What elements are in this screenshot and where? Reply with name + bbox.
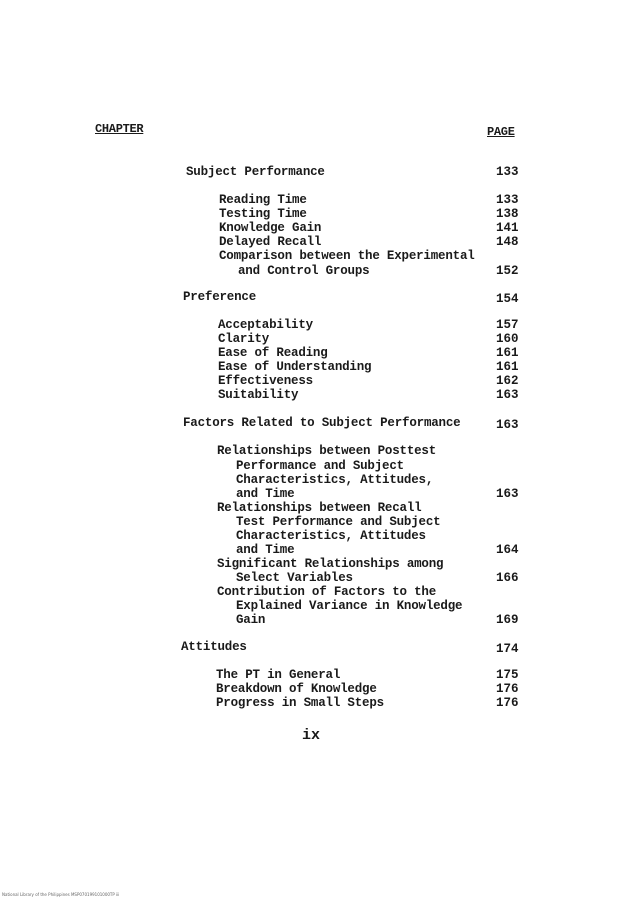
toc-entry-page: 154 [496, 292, 519, 306]
toc-entry-text: Factors Related to Subject Performance [183, 416, 461, 430]
toc-entry-text: Preference [183, 290, 257, 304]
toc-entry-text: Attitudes [181, 640, 247, 654]
toc-entry-text: Significant Relationships among [217, 557, 444, 571]
toc-entry-page: 161 [496, 346, 519, 360]
toc-entry-page: 169 [496, 613, 519, 627]
toc-entry-page: 148 [496, 235, 519, 249]
toc-entry-text: Ease of Reading [218, 346, 328, 360]
toc-entry-text: Testing Time [219, 207, 307, 221]
toc-entry-page: 175 [496, 668, 519, 682]
toc-entry-text: Characteristics, Attitudes, [236, 473, 434, 487]
toc-entry-text: and Time [236, 487, 295, 501]
toc-entry-page: 161 [496, 360, 519, 374]
toc-entry-text: Effectiveness [218, 374, 313, 388]
chapter-header: CHAPTER [95, 122, 144, 136]
toc-entry-page: 174 [496, 642, 519, 656]
toc-entry-text: Delayed Recall [219, 235, 322, 249]
page-folio: ix [302, 727, 321, 744]
toc-entry-text: and Control Groups [238, 264, 370, 278]
toc-entry-text: Knowledge Gain [219, 221, 322, 235]
toc-entry-text: Gain [236, 613, 266, 627]
toc-entry-page: 157 [496, 318, 519, 332]
toc-entry-text: Subject Performance [186, 165, 325, 179]
toc-entry-text: The PT in General [216, 668, 341, 682]
scan-footer: National Library of the Philippines MSP070199101000TP iii [2, 892, 120, 897]
toc-entry-text: Reading Time [219, 193, 307, 207]
toc-entry-page: 166 [496, 571, 519, 585]
toc-entry-text: Contribution of Factors to the [217, 585, 437, 599]
toc-entry-page: 163 [496, 418, 519, 432]
toc-entry-text: Suitability [218, 388, 299, 402]
toc-entry-text: Ease of Understanding [218, 360, 372, 374]
toc-entry-text: Performance and Subject [236, 459, 404, 473]
toc-entry-text: Relationships between Posttest [217, 444, 437, 458]
toc-entry-page: 164 [496, 543, 519, 557]
toc-entry-page: 138 [496, 207, 519, 221]
toc-entry-text: Acceptability [218, 318, 313, 332]
toc-entry-page: 152 [496, 264, 519, 278]
toc-entry-page: 162 [496, 374, 519, 388]
toc-entry-text: Clarity [218, 332, 270, 346]
page-header: PAGE [487, 125, 515, 139]
toc-entry-page: 163 [496, 487, 519, 501]
toc-entry-text: Relationships between Recall [217, 501, 422, 515]
toc-entry-text: Select Variables [236, 571, 353, 585]
toc-entry-text: Explained Variance in Knowledge [236, 599, 463, 613]
toc-entry-page: 133 [496, 165, 519, 179]
toc-entry-page: 141 [496, 221, 519, 235]
toc-entry-text: and Time [236, 543, 295, 557]
toc-entry-page: 163 [496, 388, 519, 402]
toc-entry-page: 176 [496, 682, 519, 696]
toc-entry-page: 176 [496, 696, 519, 710]
toc-entry-page: 160 [496, 332, 519, 346]
toc-entry-text: Breakdown of Knowledge [216, 682, 377, 696]
toc-entry-text: Test Performance and Subject [236, 515, 441, 529]
toc-entry-text: Comparison between the Experimental [219, 249, 475, 263]
toc-entry-text: Progress in Small Steps [216, 696, 384, 710]
toc-entry-text: Characteristics, Attitudes [236, 529, 426, 543]
toc-entry-page: 133 [496, 193, 519, 207]
